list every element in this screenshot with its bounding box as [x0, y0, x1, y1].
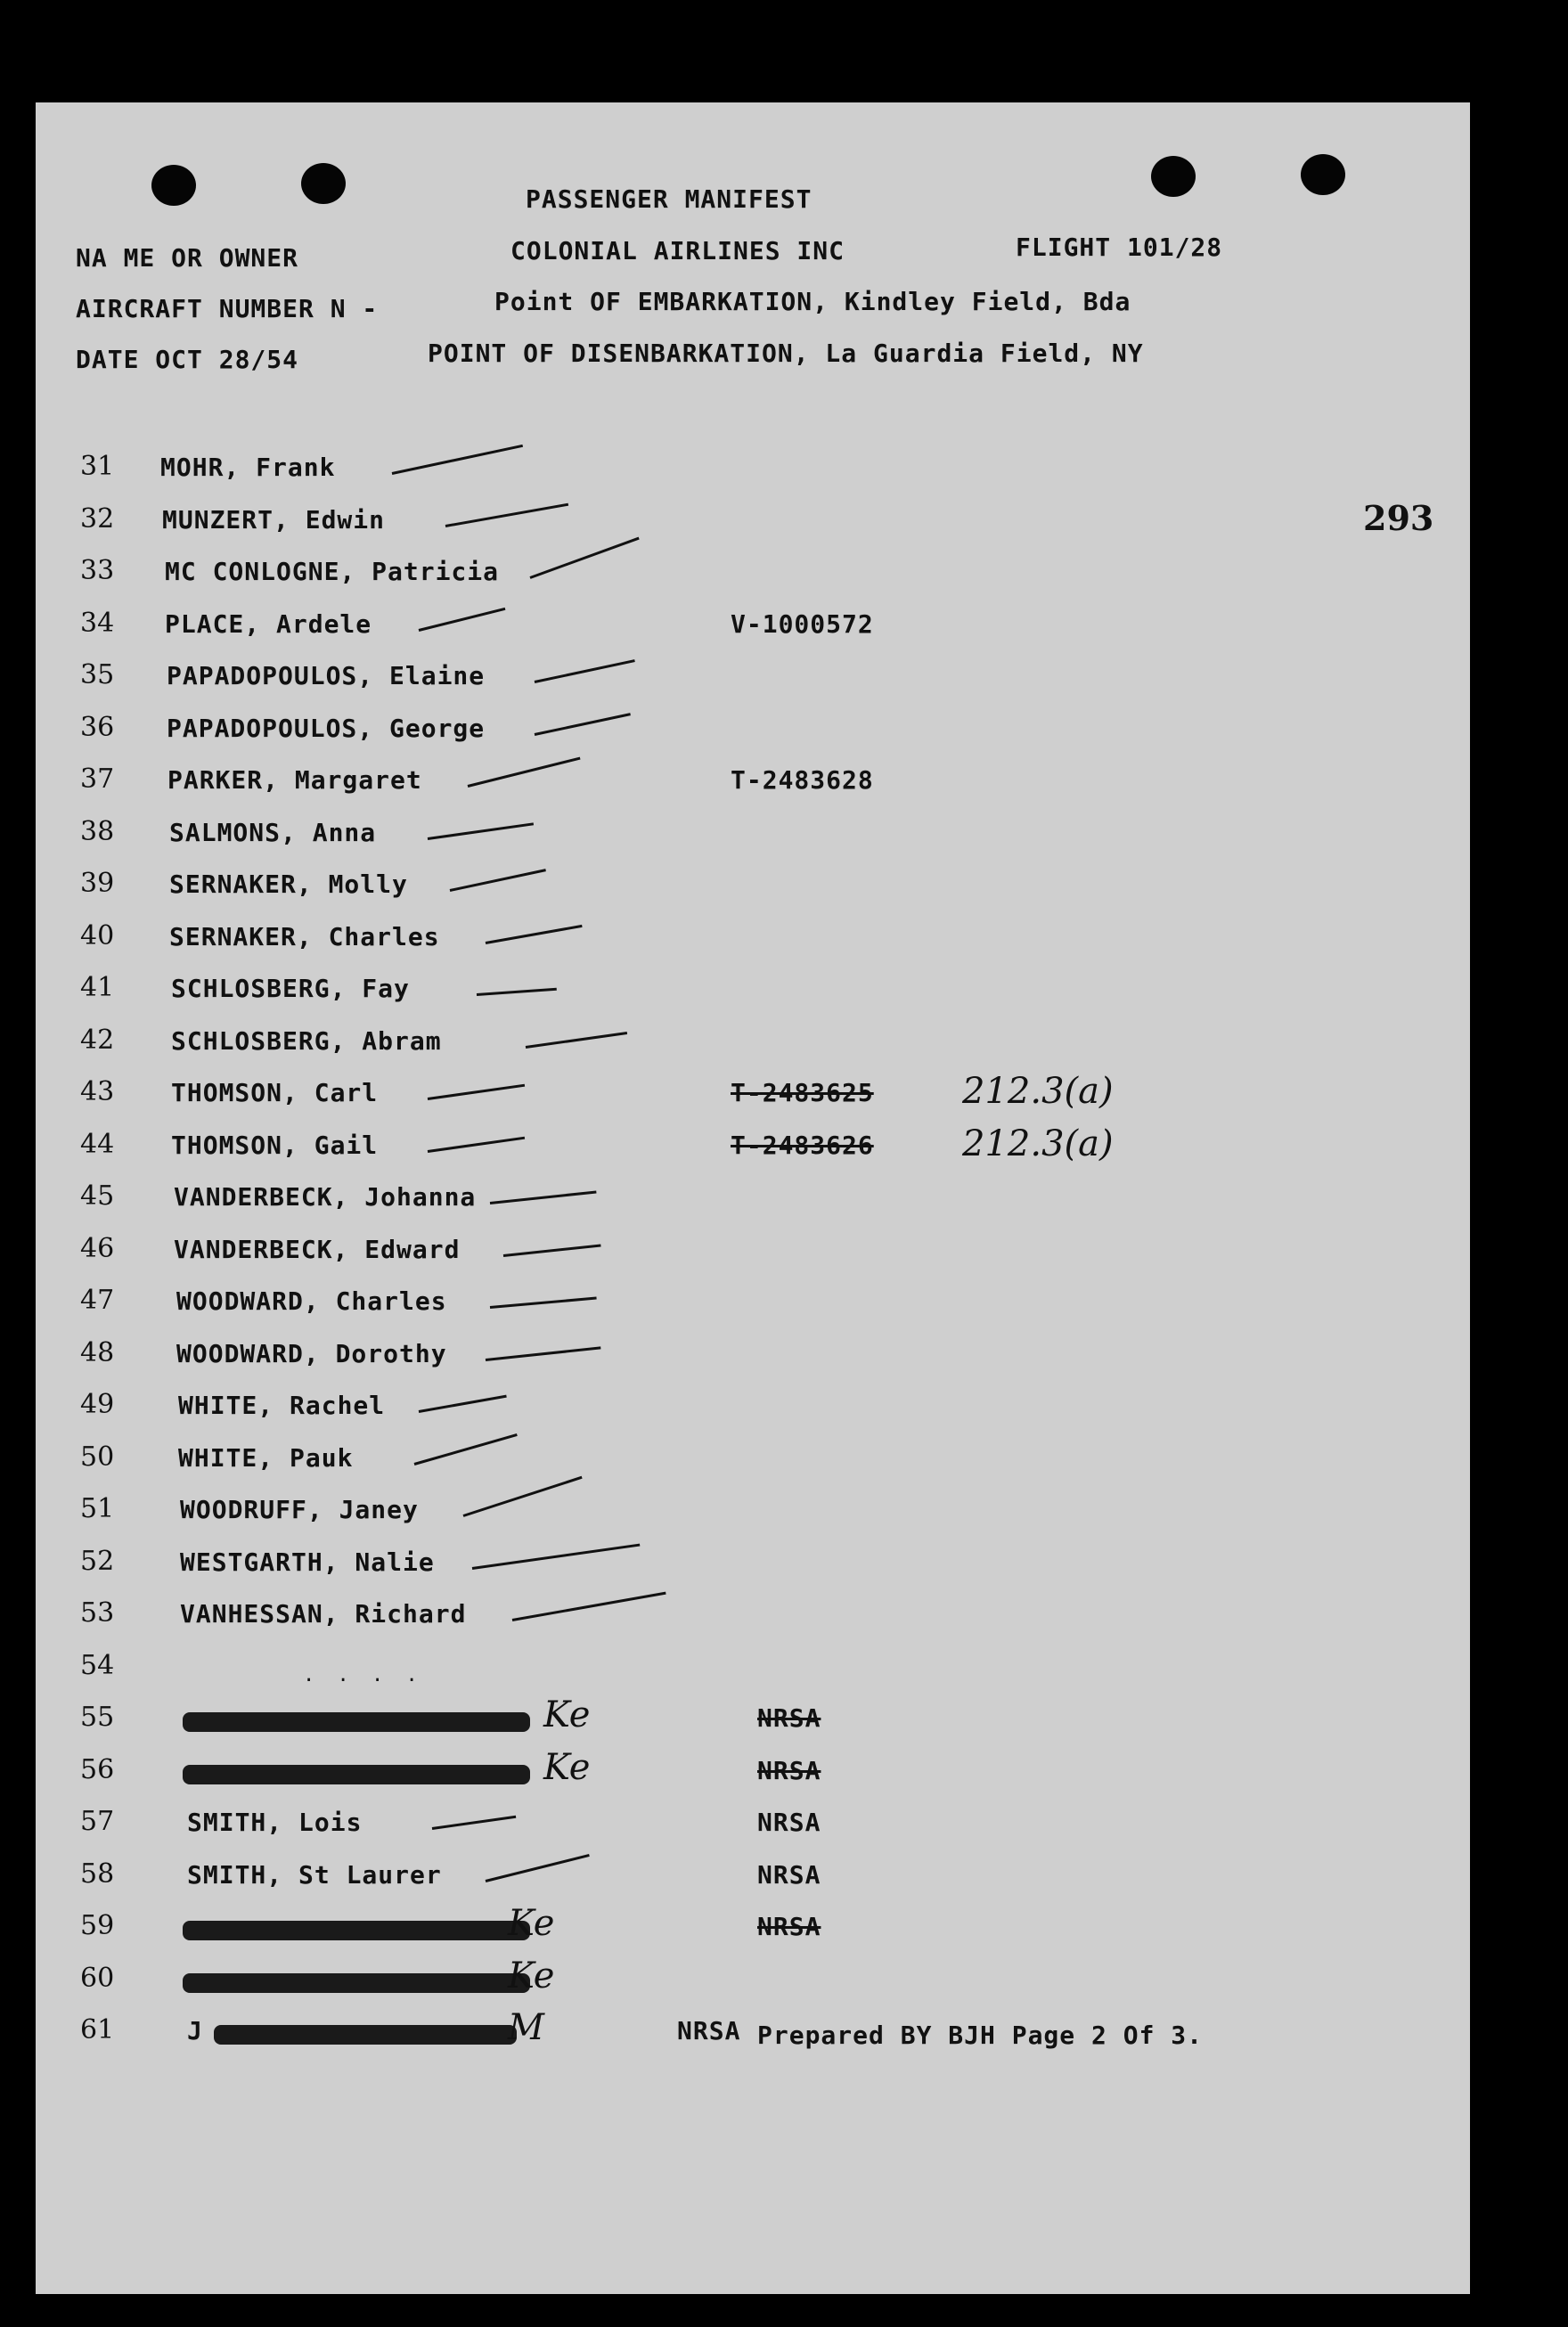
- manifest-title: PASSENGER MANIFEST: [526, 184, 813, 214]
- passenger-name: VANDERBECK, Johanna: [174, 1182, 477, 1212]
- handwritten-note: 212.3(a): [962, 1123, 1114, 1164]
- check-mark: [490, 1190, 597, 1204]
- passenger-name: SALMONS, Anna: [169, 817, 377, 847]
- passenger-document-code: NRSA: [757, 1859, 821, 1890]
- passenger-name: WHITE, Rachel: [178, 1391, 386, 1420]
- passenger-name: WOODRUFF, Janey: [180, 1495, 419, 1524]
- passenger-number: 31: [80, 451, 115, 482]
- check-mark: [414, 1433, 518, 1465]
- passenger-number: 53: [80, 1597, 115, 1629]
- passenger-number: 38: [80, 815, 115, 847]
- check-mark: [419, 1395, 507, 1413]
- check-mark: [486, 1346, 601, 1361]
- handwritten-initial: M: [508, 2007, 544, 2048]
- passenger-document-code: NRSA: [757, 1912, 821, 1941]
- passenger-name: J: [187, 2016, 203, 2045]
- passenger-name: SMITH, Lois: [187, 1808, 363, 1837]
- punch-hole: [301, 163, 346, 204]
- handwritten-initial: Ke: [543, 1694, 591, 1735]
- page-number: 293: [1363, 498, 1434, 538]
- handwritten-initial: Ke: [508, 1955, 555, 1996]
- passenger-number: 35: [80, 659, 115, 690]
- passenger-name: WOODWARD, Charles: [176, 1286, 447, 1316]
- passenger-name: MOHR, Frank: [160, 453, 336, 482]
- check-mark: [450, 869, 546, 892]
- passenger-name: VANHESSAN, Richard: [180, 1599, 467, 1629]
- passenger-document-code: V-1000572: [731, 608, 874, 639]
- passenger-name: MC CONLOGNE, Patricia: [165, 557, 500, 586]
- check-mark: [486, 1854, 590, 1882]
- punch-hole: [1301, 154, 1345, 195]
- passenger-row: [36, 1645, 1470, 1696]
- check-mark: [428, 1136, 525, 1152]
- passenger-number: 41: [80, 972, 115, 1003]
- passenger-name: THOMSON, Gail: [171, 1130, 379, 1160]
- check-mark: [419, 607, 506, 631]
- passenger-number: 55: [80, 1702, 115, 1733]
- check-mark: [428, 822, 534, 840]
- passenger-name: SMITH, St Laurer: [187, 1859, 442, 1890]
- passenger-number: 37: [80, 763, 115, 795]
- passenger-number: 45: [80, 1180, 115, 1212]
- passenger-number: 60: [80, 1962, 115, 1994]
- passenger-row: [36, 2009, 1470, 2061]
- aircraft-label: AIRCRAFT NUMBER N -: [76, 294, 379, 323]
- passenger-name: WESTGARTH, Nalie: [180, 1547, 435, 1577]
- check-mark: [477, 988, 557, 996]
- disembarkation: POINT OF DISENBARKATION, La Guardia Field, NY: [428, 339, 1144, 368]
- passenger-name: THOMSON, Carl: [171, 1078, 379, 1107]
- passenger-name: WOODWARD, Dorothy: [176, 1338, 447, 1368]
- passenger-number: 36: [80, 711, 115, 743]
- passenger-row: [36, 1175, 1470, 1227]
- punch-hole: [151, 165, 196, 206]
- passenger-row: [36, 498, 1470, 550]
- passenger-row: [36, 1071, 1470, 1123]
- passenger-number: 50: [80, 1441, 115, 1473]
- check-mark: [428, 1084, 525, 1100]
- passenger-number: 47: [80, 1285, 115, 1316]
- passenger-name: SERNAKER, Molly: [169, 870, 408, 899]
- passenger-row: [36, 602, 1470, 654]
- passenger-document-code: T-2483626: [731, 1130, 874, 1160]
- passenger-number: 52: [80, 1545, 115, 1577]
- check-mark: [512, 1592, 666, 1621]
- passenger-row: [36, 1488, 1470, 1539]
- flight-date: DATE OCT 28/54: [76, 345, 299, 374]
- check-mark: [432, 1816, 516, 1830]
- passenger-name: PAPADOPOULOS, Elaine: [167, 661, 486, 690]
- passenger-row: [36, 1957, 1470, 2009]
- passenger-row: [36, 811, 1470, 862]
- passenger-name: WHITE, Pauk: [178, 1442, 354, 1473]
- passenger-row: [36, 550, 1470, 601]
- passenger-name: PLACE, Ardele: [165, 608, 372, 639]
- passenger-row: [36, 915, 1470, 967]
- passenger-row: [36, 862, 1470, 914]
- handwritten-initial: Ke: [543, 1746, 591, 1788]
- check-mark: [490, 1297, 597, 1309]
- passenger-number: 57: [80, 1806, 115, 1837]
- passenger-row: [36, 1436, 1470, 1488]
- passenger-row: [36, 706, 1470, 758]
- check-mark: [445, 502, 568, 527]
- passenger-number: 34: [80, 607, 115, 639]
- passenger-row: [36, 1746, 1470, 1800]
- airline-name: COLONIAL AIRLINES INC: [510, 236, 845, 265]
- footer-note: Prepared BY BJH Page 2 Of 3.: [757, 2021, 1204, 2050]
- passenger-document-code: T-2483625: [731, 1078, 874, 1107]
- passenger-number: 54: [80, 1649, 115, 1681]
- passenger-number: 44: [80, 1128, 115, 1160]
- passenger-number: 42: [80, 1024, 115, 1056]
- passenger-row: [36, 1279, 1470, 1331]
- redaction-bar: [183, 1712, 530, 1732]
- passenger-row: [36, 445, 1470, 497]
- passenger-document-code: T-2483628: [731, 765, 874, 795]
- passenger-name: PARKER, Margaret: [167, 765, 422, 795]
- passenger-number: 59: [80, 1910, 115, 1941]
- handwritten-note: 212.3(a): [962, 1071, 1114, 1112]
- redaction-bar: [183, 1765, 530, 1784]
- passenger-row: [36, 1019, 1470, 1071]
- embarkation: Point OF EMBARKATION, Kindley Field, Bda: [494, 287, 1131, 316]
- passenger-name: SERNAKER, Charles: [169, 921, 440, 951]
- passenger-number: 48: [80, 1336, 115, 1368]
- passenger-row: [36, 654, 1470, 706]
- owner-label: NA ME OR OWNER: [76, 243, 299, 273]
- passenger-name: VANDERBECK, Edward: [174, 1234, 461, 1264]
- faint-marks: . . . .: [303, 1663, 423, 1686]
- check-mark: [486, 924, 583, 943]
- passenger-number: 39: [80, 868, 115, 899]
- check-mark: [526, 1032, 627, 1049]
- passenger-name: MUNZERT, Edwin: [162, 504, 386, 535]
- passenger-document-code: NRSA: [757, 1808, 821, 1837]
- passenger-document-code: NRSA: [757, 1755, 821, 1785]
- passenger-row: [36, 1905, 1470, 1956]
- passenger-number: 32: [80, 502, 115, 535]
- passenger-number: 49: [80, 1389, 115, 1420]
- passenger-row: [36, 1384, 1470, 1435]
- manifest-sheet: [36, 102, 1470, 2294]
- check-mark: [392, 445, 523, 475]
- passenger-row: [36, 1540, 1470, 1592]
- passenger-row: [36, 967, 1470, 1018]
- flight-number: FLIGHT 101/28: [1016, 233, 1223, 262]
- passenger-row: [36, 1123, 1470, 1175]
- redaction-bar: [183, 1973, 530, 1993]
- passenger-row: [36, 1800, 1470, 1852]
- check-mark: [472, 1543, 641, 1569]
- check-mark: [535, 713, 631, 736]
- passenger-number: 33: [80, 555, 115, 586]
- passenger-name: SCHLOSBERG, Abram: [171, 1025, 442, 1056]
- passenger-row: [36, 758, 1470, 810]
- passenger-row: [36, 1592, 1470, 1644]
- redaction-bar: [183, 1921, 530, 1940]
- redaction-bar: [214, 2025, 517, 2045]
- check-mark: [468, 757, 581, 788]
- check-mark: [503, 1244, 601, 1256]
- passenger-name: SCHLOSBERG, Fay: [171, 974, 410, 1003]
- passenger-document-code: NRSA: [677, 2016, 741, 2045]
- passenger-number: 61: [80, 2014, 115, 2045]
- passenger-name: PAPADOPOULOS, George: [167, 713, 486, 743]
- passenger-number: 43: [80, 1076, 115, 1107]
- passenger-number: 40: [80, 919, 115, 951]
- handwritten-initial: Ke: [508, 1903, 555, 1944]
- passenger-number: 51: [80, 1493, 115, 1524]
- passenger-number: 58: [80, 1858, 115, 1890]
- passenger-row: [36, 1696, 1470, 1748]
- passenger-row: [36, 1853, 1470, 1905]
- passenger-number: 46: [80, 1232, 115, 1264]
- passenger-row: [36, 1228, 1470, 1279]
- passenger-number: 56: [80, 1753, 115, 1785]
- punch-hole: [1151, 156, 1196, 197]
- passenger-row: [36, 1332, 1470, 1384]
- check-mark: [535, 659, 635, 683]
- passenger-document-code: NRSA: [757, 1703, 821, 1733]
